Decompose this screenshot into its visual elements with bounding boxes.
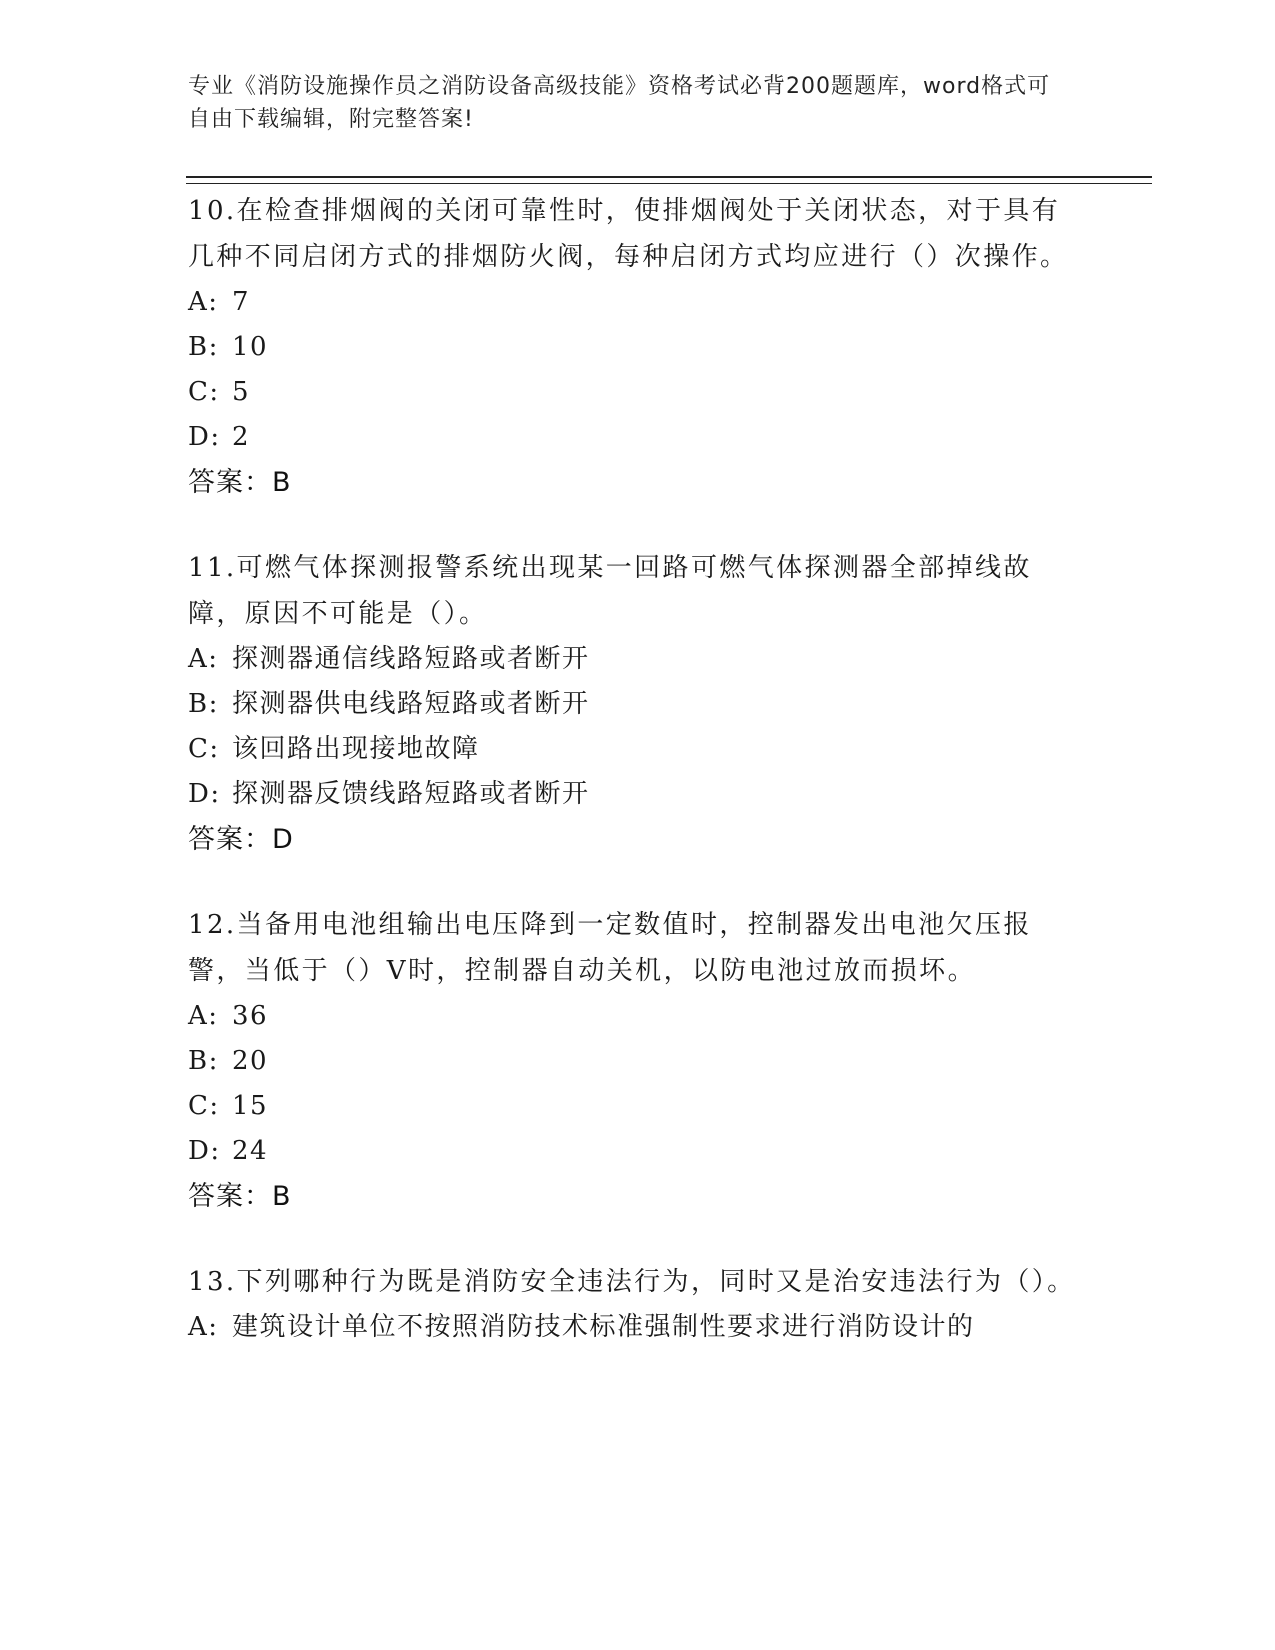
option-text: 探测器反馈线路短路或者断开 — [232, 779, 590, 809]
option-text: 探测器通信线路短路或者断开 — [232, 644, 590, 674]
option-label: A: — [188, 287, 219, 317]
option-label: C: — [188, 377, 220, 407]
option-label: A: — [188, 1312, 219, 1342]
answer-line: 答案：D — [188, 824, 294, 855]
document-header: 专业《消防设施操作员之消防设备高级技能》资格考试必背200题题库，word格式可自由下载编辑，附完整答案! — [188, 74, 1051, 132]
header-rule-thin — [186, 183, 1152, 184]
header-rule-thick — [186, 176, 1152, 178]
option-c — [188, 727, 1088, 772]
option-text: 15 — [232, 1091, 269, 1121]
option-d — [188, 772, 1088, 817]
option-label: A: — [188, 644, 219, 674]
option-b — [188, 682, 1088, 727]
option-label: D: — [188, 779, 221, 809]
question-11 — [188, 545, 1088, 863]
option-label: D: — [188, 422, 221, 452]
option-text: 7 — [232, 287, 251, 317]
option-a — [188, 1305, 1088, 1350]
option-c — [188, 370, 1088, 415]
option-text: 建筑设计单位不按照消防技术标准强制性要求进行消防设计的 — [232, 1312, 975, 1342]
question-stem: 11.可燃气体探测报警系统出现某一回路可燃气体探测器全部掉线故障，原因不可能是（）。 — [188, 553, 1032, 629]
option-label: B: — [188, 332, 219, 362]
option-d — [188, 415, 1088, 460]
option-text: 20 — [232, 1046, 269, 1076]
option-label: B: — [188, 1046, 219, 1076]
answer-line: 答案：B — [188, 467, 292, 498]
option-a — [188, 994, 1088, 1039]
question-12 — [188, 902, 1088, 1220]
option-d — [188, 1129, 1088, 1174]
option-text: 36 — [232, 1001, 269, 1031]
answer-line: 答案：B — [188, 1181, 292, 1212]
option-text: 5 — [232, 377, 251, 407]
option-text: 该回路出现接地故障 — [232, 734, 480, 764]
option-text: 24 — [232, 1136, 269, 1166]
question-stem: 10.在检查排烟阀的关闭可靠性时，使排烟阀处于关闭状态，对于具有几种不同启闭方式的排烟防火阀，每种启闭方式均应进行（）次操作。 — [188, 196, 1069, 272]
option-c — [188, 1084, 1088, 1129]
option-label: C: — [188, 1091, 220, 1121]
question-13 — [188, 1259, 1088, 1350]
question-list — [188, 188, 1088, 1389]
option-text: 2 — [232, 422, 251, 452]
option-a — [188, 280, 1088, 325]
question-stem: 12.当备用电池组输出电压降到一定数值时，控制器发出电池欠压报警，当低于（）V时，控制器自动关机，以防电池过放而损坏。 — [188, 910, 1032, 986]
option-label: B: — [188, 689, 219, 719]
question-stem: 13.下列哪种行为既是消防安全违法行为，同时又是治安违法行为（）。 — [188, 1267, 1076, 1297]
option-label: D: — [188, 1136, 221, 1166]
option-label: A: — [188, 1001, 219, 1031]
option-b — [188, 1039, 1088, 1084]
option-a — [188, 637, 1088, 682]
option-text: 探测器供电线路短路或者断开 — [232, 689, 590, 719]
question-10 — [188, 188, 1088, 506]
option-label: C: — [188, 734, 220, 764]
option-text: 10 — [232, 332, 269, 362]
option-b — [188, 325, 1088, 370]
